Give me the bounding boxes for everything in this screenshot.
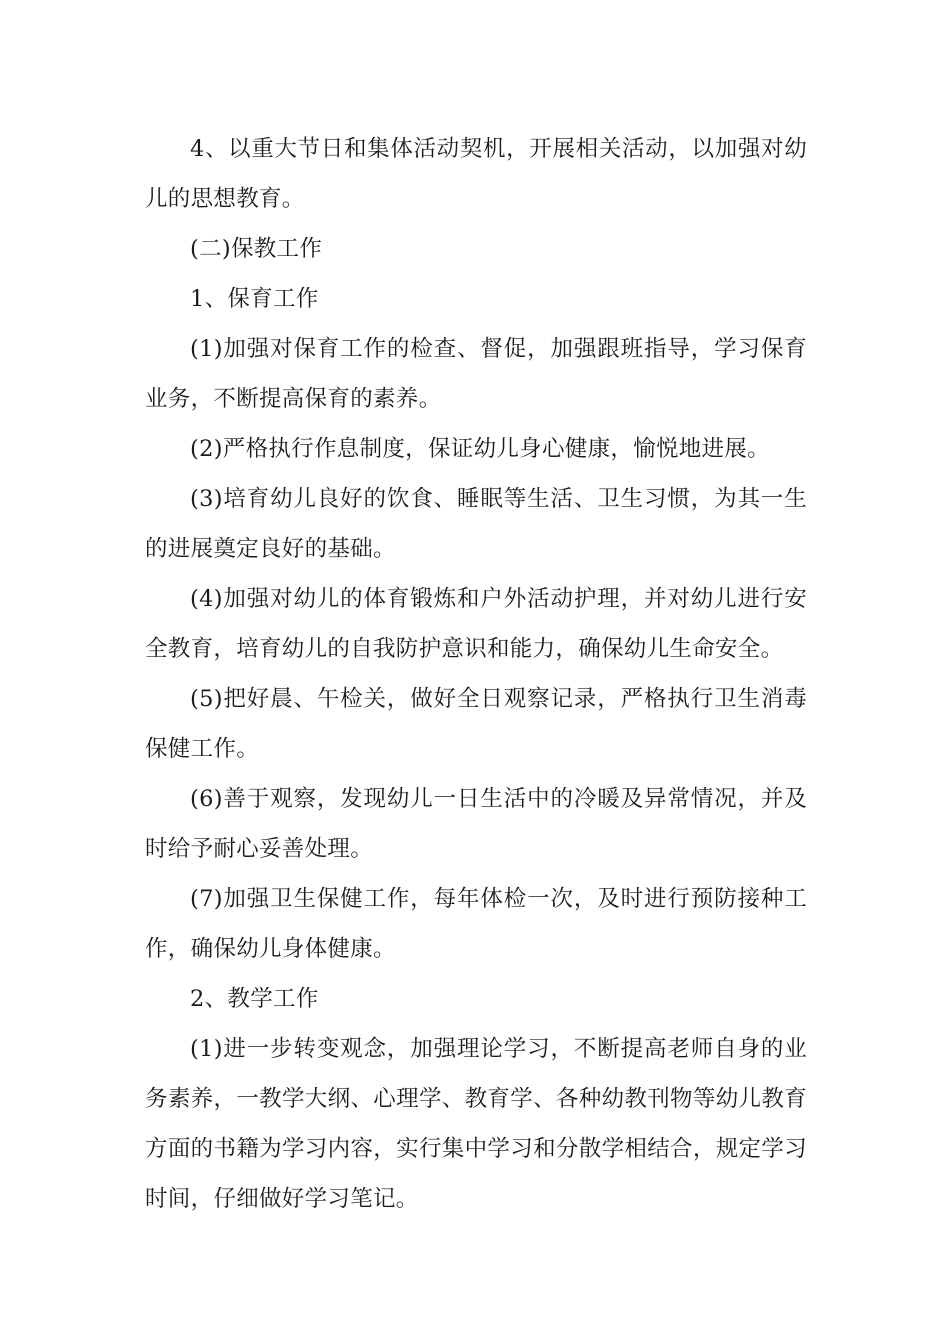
- paragraph-care-item-2: (2)严格执行作息制度，保证幼儿身心健康，愉悦地进展。: [190, 436, 770, 462]
- paragraph-care-item-3: (3)培育幼儿良好的饮食、睡眠等生活、卫生习惯，为其一生的进展奠定良好的基础。: [145, 486, 807, 562]
- paragraph-care-item-7: (7)加强卫生保健工作，每年体检一次，及时进行预防接种工作，确保幼儿身体健康。: [145, 886, 807, 962]
- subheading-teaching-work: 2、教学工作: [190, 986, 319, 1012]
- paragraph-care-item-4: (4)加强对幼儿的体育锻炼和户外活动护理，并对幼儿进行安全教育，培育幼儿的自我防护意识和能力，确保幼儿生命安全。: [145, 586, 807, 662]
- paragraph-care-item-1: (1)加强对保育工作的检查、督促，加强跟班指导，学习保育业务，不断提高保育的素养。: [145, 336, 807, 412]
- subheading-care-work: 1、保育工作: [190, 286, 319, 312]
- paragraph-teaching-item-1: (1)进一步转变观念，加强理论学习，不断提高老师自身的业务素养，一教学大纲、心理学、教育学、各种幼教刊物等幼儿教育方面的书籍为学习内容，实行集中学习和分散学相结合，规定学习时间，仔细做好学习笔记。: [145, 1036, 807, 1212]
- section-heading-care-education: (二)保教工作: [190, 236, 323, 262]
- paragraph-care-item-6: (6)善于观察，发现幼儿一日生活中的冷暖及异常情况，并及时给予耐心妥善处理。: [145, 786, 807, 862]
- paragraph-care-item-5: (5)把好晨、午检关，做好全日观察记录，严格执行卫生消毒保健工作。: [145, 686, 807, 762]
- paragraph-festival-activities: 4、以重大节日和集体活动契机，开展相关活动，以加强对幼儿的思想教育。: [145, 136, 807, 212]
- document-body: [145, 124, 807, 1224]
